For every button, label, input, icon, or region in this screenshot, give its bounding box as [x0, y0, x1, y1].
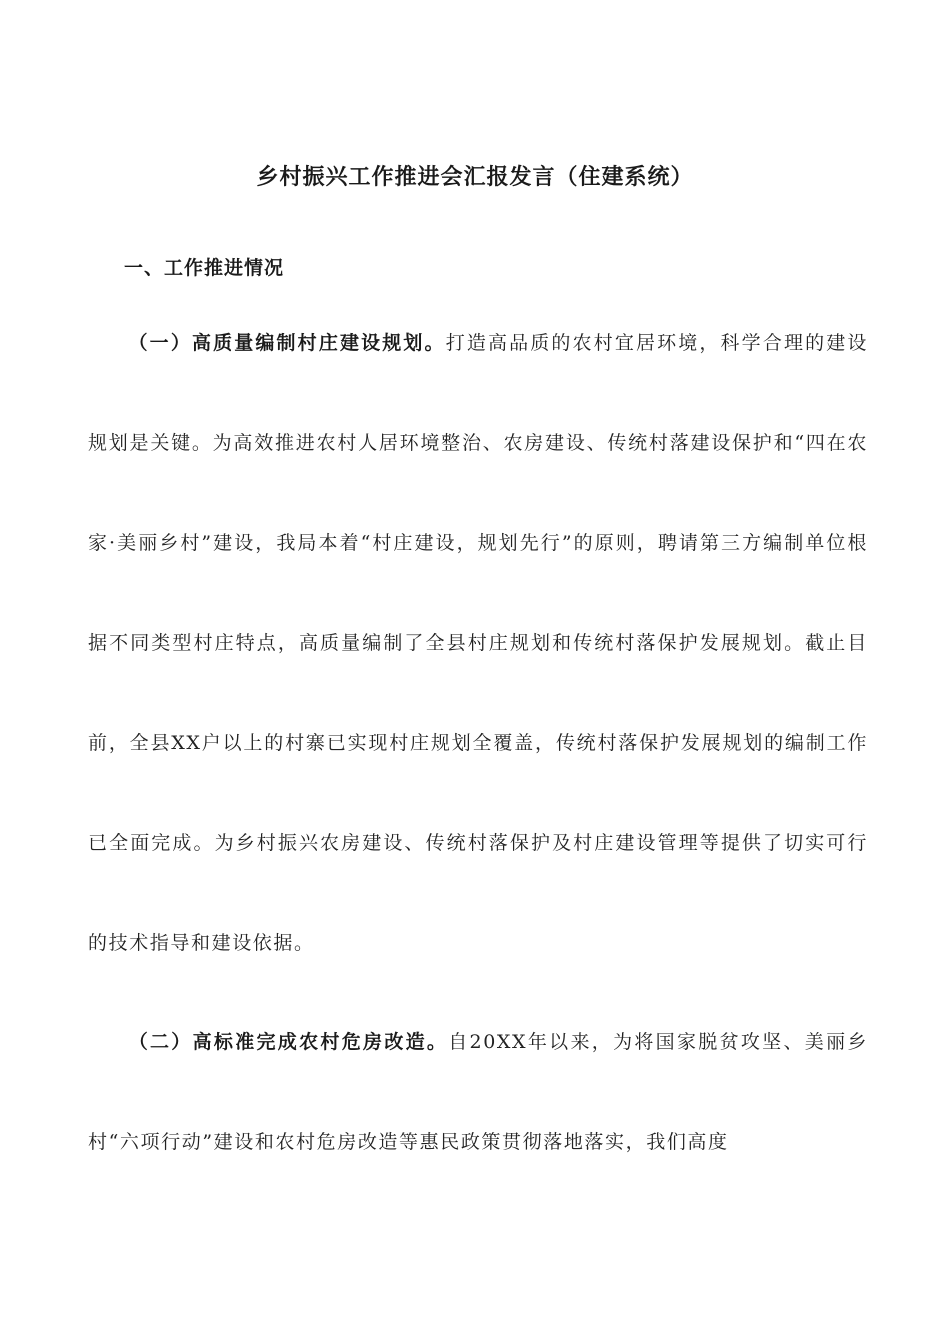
paragraph — [88, 293, 868, 993]
paragraph-lead: （二）高标准完成农村危房改造。 — [128, 1031, 449, 1053]
paragraph — [88, 992, 868, 1192]
paragraph-lead: （一）高质量编制村庄建设规划。 — [128, 332, 446, 354]
paragraph-body: 打造高品质的农村宜居环境，科学合理的建设规划是关键。为高效推进农村人居环境整治、农房建设、传统村落建设保护和“四在农家·美丽乡村”建设，我局本着“村庄建设，规划先行”的原则，聘请第三方编制单位根据不同类型村庄特点，高质量编制了全县村庄规划和传统村落保护发展规划。截止目前，全县XX户以上的村寨已实现村庄规划全覆盖，传统村落保护发展规划的编制工作已全面完成。为乡村振兴农房建设、传统村落保护及村庄建设管理等提供了切实可行的技术指导和建设依据。 — [88, 332, 868, 954]
paragraph-body: 自20XX年以来，为将国家脱贫攻坚、美丽乡村“六项行动”建设和农村危房改造等惠民政策贯彻落地落实，我们高度 — [88, 1031, 868, 1153]
section-heading: 一、工作推进情况 — [124, 257, 285, 279]
document-title: 乡村振兴工作推进会汇报发言（住建系统） — [256, 164, 694, 190]
